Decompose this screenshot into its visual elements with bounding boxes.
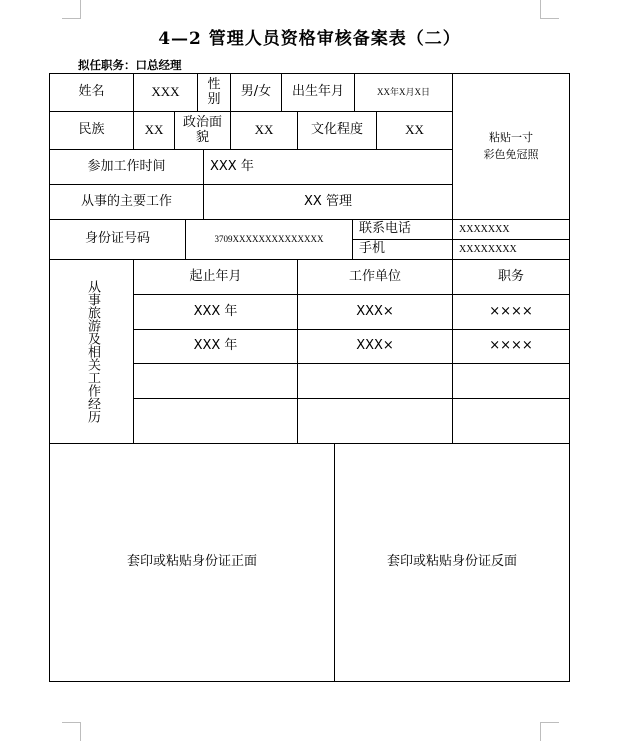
name-label: 姓名 (49, 73, 134, 112)
gender-label (197, 73, 231, 112)
experience-section-text: 从事旅游及相关工作经历 (84, 280, 100, 423)
mobile-label: 手机 (352, 239, 453, 260)
experience-row-2-employer[interactable]: XXX× (297, 329, 453, 364)
experience-row-4-title[interactable] (452, 398, 570, 444)
position-label: 拟任职务：口总经理 (78, 58, 182, 72)
id-card-back-area[interactable]: 套印或粘贴身份证反面 (334, 443, 570, 682)
photo-area[interactable] (452, 73, 570, 220)
education-value[interactable]: XX (376, 111, 453, 150)
ethnicity-label: 民族 (49, 111, 134, 150)
birth-value[interactable]: XX年X月X日 (354, 73, 453, 112)
main-work-label: 从事的主要工作 (49, 184, 204, 220)
experience-row-3-period[interactable] (133, 363, 298, 399)
crop-mark-bottom-left (62, 722, 81, 741)
work-start-value[interactable]: XXX 年 (203, 149, 453, 185)
birth-label: 出生年月 (281, 73, 355, 112)
contact-value[interactable]: XXXXXXX (452, 219, 570, 240)
work-start-label: 参加工作时间 (49, 149, 204, 185)
experience-header-title: 职务 (452, 259, 570, 295)
mobile-value[interactable]: XXXXXXXX (452, 239, 570, 260)
id-label: 身份证号码 (49, 219, 186, 260)
experience-section-label (49, 259, 134, 444)
experience-header-period: 起止年月 (133, 259, 298, 295)
gender-label-text: 性别 (207, 77, 221, 107)
ethnicity-value[interactable]: XX (133, 111, 175, 150)
experience-row-3-employer[interactable] (297, 363, 453, 399)
experience-row-3-title[interactable] (452, 363, 570, 399)
page-title: 4—2 管理人员资格审核备案表（二） (158, 29, 461, 49)
experience-row-1-period[interactable]: XXX 年 (133, 294, 298, 330)
photo-label: 粘贴一寸 彩色免冠照 (483, 131, 539, 161)
gender-value[interactable]: 男/女 (230, 73, 282, 112)
experience-row-1-title[interactable]: ×××× (452, 294, 570, 330)
experience-row-1-employer[interactable]: XXX× (297, 294, 453, 330)
crop-mark-bottom-right (540, 722, 559, 741)
experience-row-2-period[interactable]: XXX 年 (133, 329, 298, 364)
main-work-value[interactable]: XX 管理 (203, 184, 453, 220)
contact-label: 联系电话 (352, 219, 453, 240)
crop-mark-top-right (540, 0, 559, 19)
political-label-text: 政治面貌 (182, 114, 222, 145)
experience-header-employer: 工作单位 (297, 259, 453, 295)
education-label: 文化程度 (297, 111, 377, 150)
name-value[interactable]: XXX (133, 73, 198, 112)
political-value[interactable]: XX (230, 111, 298, 150)
experience-row-4-period[interactable] (133, 398, 298, 444)
political-label (174, 111, 231, 150)
experience-row-4-employer[interactable] (297, 398, 453, 444)
crop-mark-top-left (62, 0, 81, 19)
experience-row-2-title[interactable]: ×××× (452, 329, 570, 364)
id-card-front-area[interactable]: 套印或粘贴身份证正面 (49, 443, 335, 682)
id-value[interactable]: 3709XXXXXXXXXXXXXX (185, 219, 353, 260)
